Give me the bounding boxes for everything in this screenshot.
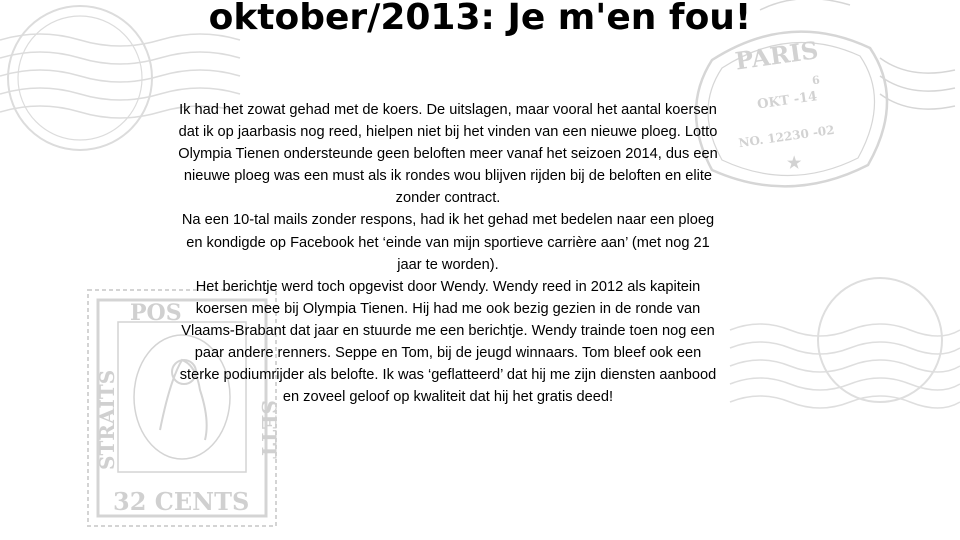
page-title: oktober/2013: Je m'en fou! (208, 0, 752, 38)
postmark-city-text: PARIS (733, 35, 820, 76)
postmark-date-text: OKT -14 (756, 89, 819, 113)
stamp-value-text: 32 CENTS (113, 487, 250, 516)
paragraph: Na een 10-tal mails zonder respons, had ik het gehad met bedelen naar een ploeg en kondigde op Facebook het ‘einde van mijn sportieve carrière aan’ (met nog 21 jaar te worden). (181, 212, 715, 273)
star-icon: ★ (787, 153, 802, 172)
paragraph: Ik had het zowat gehad met de koers. De uitslagen, maar vooral het aantal koersen dat ik op jaarbasis nog reed, hielpen niet bij het vinden van een nieuwe ploeg. Lotto Olympia Tienen ondersteunde geen beloften meer vanaf het seizoen 2014, dus een nieuwe ploeg was een must als ik rondes wou blijven rijden bij de beloften en elite zonder contract. (178, 102, 718, 207)
postmark-number-text: 6 (811, 73, 821, 88)
stamp-left-text: STRAITS (95, 369, 119, 470)
article-body (175, 99, 721, 408)
postmark-serial-text: NO. 12230 -02 (737, 122, 836, 151)
paragraph: Het berichtje werd toch opgevist door Wendy. Wendy reed in 2012 als kapitein koersen mee bij Olympia Tienen. Hij had me ook bezig gezien in de ronde van Vlaams-Brabant dat jaar en stuurde me een berichtje. Wendy trainde toen nog een paar andere renners. Seppe en Tom, bij de jeugd winnaars. Tom bleef ook een sterke podiumrijder als belofte. Ik was ‘geflatteerd’ dat hij me zijn diensten aanbood en zoveel geloof op kwaliteit dat hij het gratis deed! (179, 278, 717, 406)
cancellation-lines-right (730, 278, 960, 408)
stamp-right-text: SETT (257, 400, 281, 459)
stamp-top-text: POS (130, 300, 182, 326)
